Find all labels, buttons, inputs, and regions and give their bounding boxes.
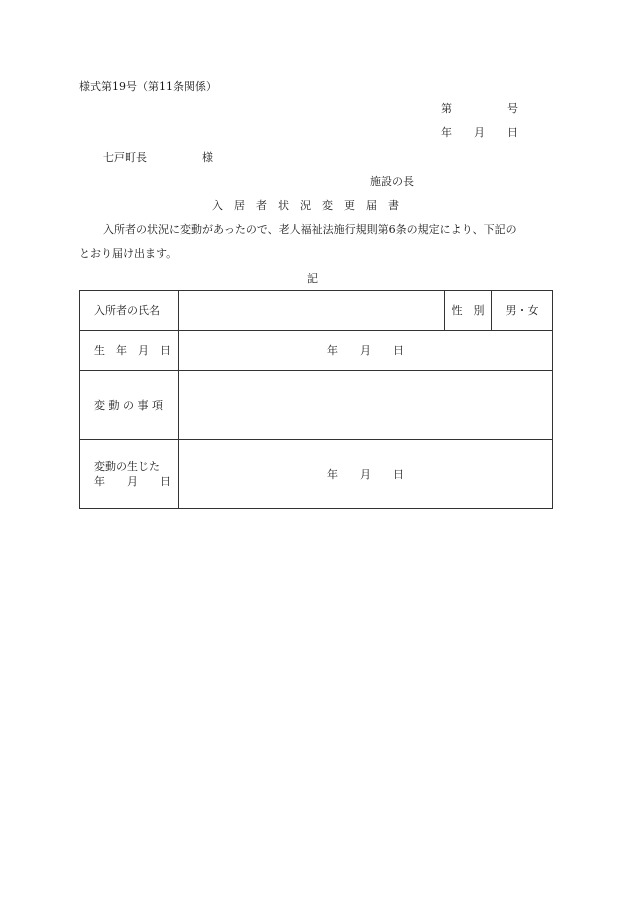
form-number: 様式第19号（第11条関係） xyxy=(79,80,217,93)
birth-value: 年 月 日 xyxy=(179,331,553,371)
ki-heading: 記 xyxy=(307,272,318,285)
sender: 施設の長 xyxy=(370,175,414,188)
document-date: 年 月 日 xyxy=(441,126,518,139)
name-value xyxy=(179,291,445,331)
name-row xyxy=(80,291,553,331)
occur-label-line-2: 年 月 日 xyxy=(94,475,171,488)
addressee: 七戸町長 様 xyxy=(103,151,213,164)
body-line-2: とおり届け出ます。 xyxy=(79,247,178,260)
gender-value: 男・女 xyxy=(492,291,553,331)
occur-row xyxy=(80,440,553,509)
body-line-1: 入所者の状況に変動があったので、老人福祉法施行規則第6条の規定により、下記の xyxy=(103,223,517,236)
gender-label: 性 別 xyxy=(445,291,492,331)
change-value xyxy=(179,371,553,440)
change-row xyxy=(80,371,553,440)
birth-row xyxy=(80,331,553,371)
document-number: 第 号 xyxy=(441,102,518,115)
change-label: 変 動 の 事 項 xyxy=(80,371,179,440)
birth-label: 生 年 月 日 xyxy=(80,331,179,371)
document-title: 入 居 者 状 況 変 更 届 書 xyxy=(212,199,399,212)
name-label: 入所者の氏名 xyxy=(80,291,179,331)
occur-label xyxy=(80,440,179,509)
occur-value: 年 月 日 xyxy=(179,440,553,509)
occur-label-line-1: 変動の生じた xyxy=(94,460,160,473)
details-table xyxy=(79,290,553,509)
